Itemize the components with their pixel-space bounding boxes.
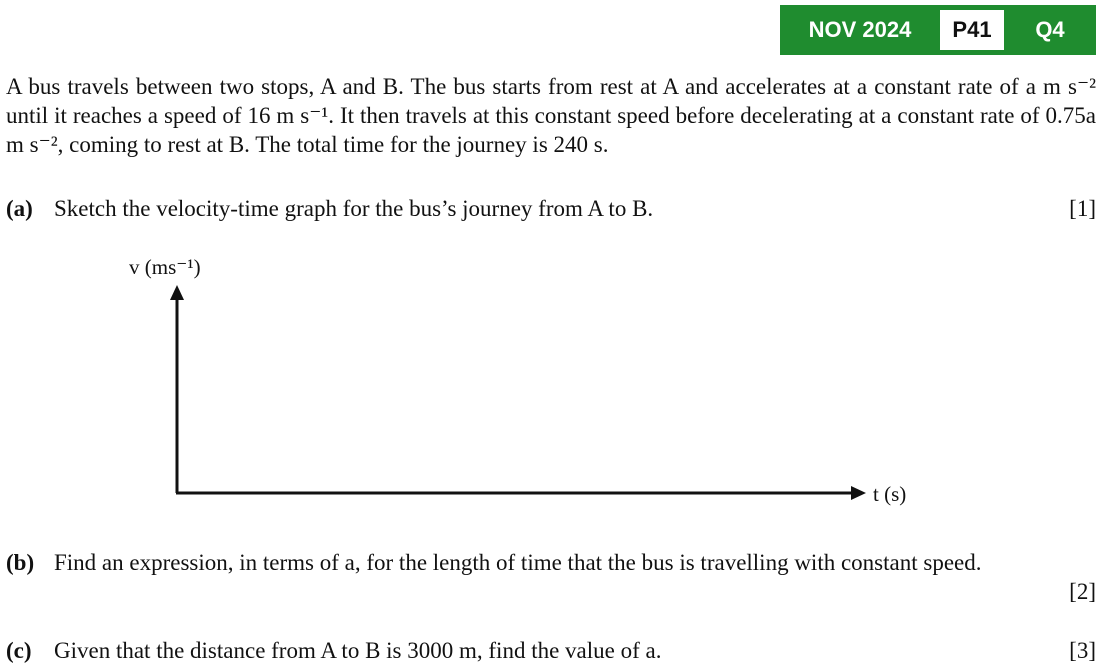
x-axis-label: t (s) xyxy=(873,482,907,506)
question-intro: A bus travels between two stops, A and B. The bus starts from rest at A and accelerates at a constant rate of a m s⁻² until it reaches a speed of 16 m s⁻¹. It then travels at this constant speed before decelerating at a constant rate of 0.75a m s⁻², coming to rest at B. The total time for the journey is 240 s. xyxy=(6,74,1096,157)
exam-session: NOV 2024 xyxy=(808,17,912,42)
x-axis-arrow-icon xyxy=(851,486,866,500)
part-a-marks: [1] xyxy=(1069,196,1096,221)
part-c xyxy=(6,636,1096,666)
part-b-text: Find an expression, in terms of a, for the length of time that the bus is travelling with constant speed. xyxy=(54,550,982,575)
part-c-label: (c) xyxy=(6,638,32,663)
y-axis-label: v (ms⁻¹) xyxy=(129,255,201,279)
y-axis-arrow-icon xyxy=(170,285,184,300)
part-b xyxy=(6,548,1096,608)
paper-number: P41 xyxy=(940,10,1004,50)
question-number: Q4 xyxy=(1035,17,1065,42)
part-b-marks: [2] xyxy=(1069,579,1096,604)
part-c-text: Given that the distance from A to B is 3000 m, find the value of a. xyxy=(54,638,662,663)
part-c-marks: [3] xyxy=(1069,638,1096,663)
part-a-text: Sketch the velocity-time graph for the bus’s journey from A to B. xyxy=(54,196,654,221)
part-b-label: (b) xyxy=(6,550,35,575)
part-a-label: (a) xyxy=(6,196,33,221)
